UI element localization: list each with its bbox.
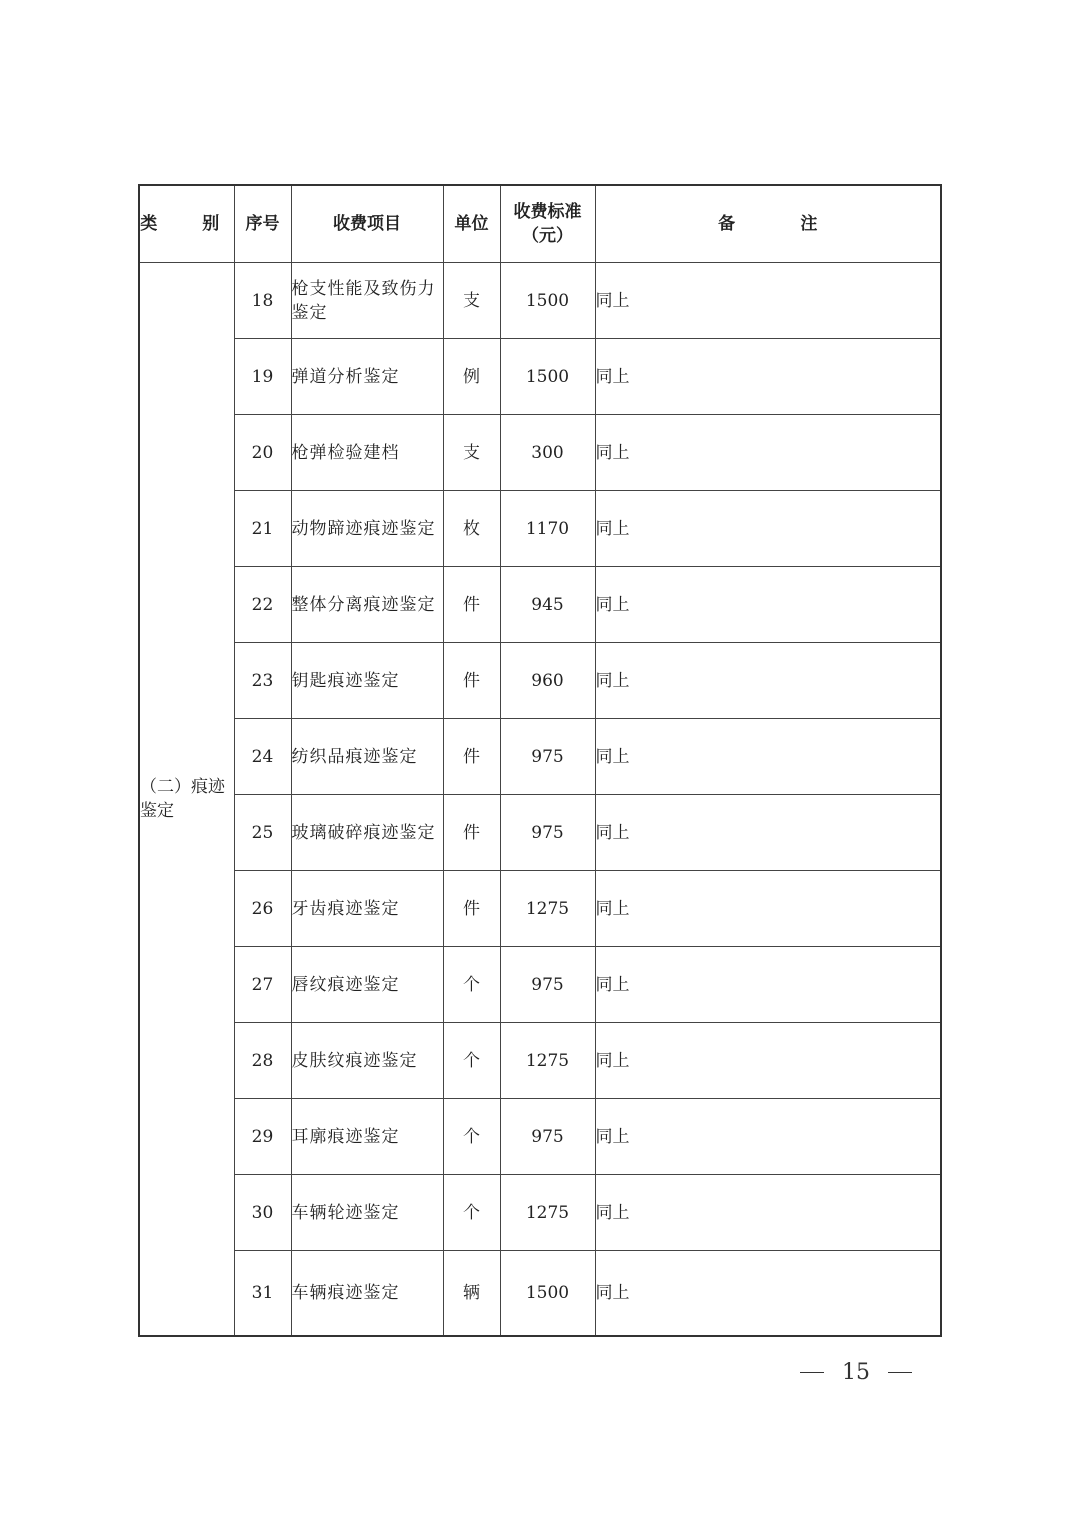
unit-cell: 枚: [443, 491, 500, 567]
table-row: [139, 415, 941, 491]
note-cell: 同上: [595, 871, 941, 947]
table-row: [139, 263, 941, 339]
item-cell: 车辆轮迹鉴定: [291, 1175, 443, 1251]
item-cell: 皮肤纹痕迹鉴定: [291, 1023, 443, 1099]
note-cell: 同上: [595, 263, 941, 339]
unit-cell: 例: [443, 339, 500, 415]
seq-cell: 27: [234, 947, 291, 1023]
table-row: [139, 719, 941, 795]
seq-cell: 23: [234, 643, 291, 719]
header-seq: 序号: [234, 185, 291, 263]
item-cell: 枪支性能及致伤力鉴定: [291, 263, 443, 339]
page-number: 15: [842, 1360, 870, 1385]
table-row: [139, 1099, 941, 1175]
unit-cell: 个: [443, 1175, 500, 1251]
item-cell: 唇纹痕迹鉴定: [291, 947, 443, 1023]
header-unit: 单位: [443, 185, 500, 263]
note-cell: 同上: [595, 1175, 941, 1251]
category-cell: （二）痕迹鉴定: [139, 263, 234, 1336]
item-cell: 牙齿痕迹鉴定: [291, 871, 443, 947]
seq-cell: 18: [234, 263, 291, 339]
price-cell: 975: [500, 719, 595, 795]
note-cell: 同上: [595, 1251, 941, 1336]
header-price-line2: （元）: [522, 226, 573, 246]
note-cell: 同上: [595, 947, 941, 1023]
price-cell: 945: [500, 567, 595, 643]
unit-cell: 辆: [443, 1251, 500, 1336]
price-cell: 300: [500, 415, 595, 491]
price-cell: 1500: [500, 339, 595, 415]
note-cell: 同上: [595, 643, 941, 719]
header-note-b: 注: [800, 214, 818, 234]
footer-dash-left: [800, 1372, 824, 1373]
unit-cell: 个: [443, 947, 500, 1023]
table-row: [139, 1023, 941, 1099]
page-footer: [800, 1360, 912, 1385]
seq-cell: 28: [234, 1023, 291, 1099]
header-row: [139, 185, 941, 263]
item-cell: 纺织品痕迹鉴定: [291, 719, 443, 795]
price-cell: 1500: [500, 1251, 595, 1336]
item-cell: 玻璃破碎痕迹鉴定: [291, 795, 443, 871]
item-cell: 动物蹄迹痕迹鉴定: [291, 491, 443, 567]
header-note-a: 备: [718, 214, 736, 234]
price-cell: 975: [500, 795, 595, 871]
unit-cell: 件: [443, 719, 500, 795]
item-cell: 整体分离痕迹鉴定: [291, 567, 443, 643]
price-cell: 960: [500, 643, 595, 719]
seq-cell: 30: [234, 1175, 291, 1251]
seq-cell: 31: [234, 1251, 291, 1336]
table-row: [139, 947, 941, 1023]
seq-cell: 25: [234, 795, 291, 871]
price-cell: 1275: [500, 1023, 595, 1099]
unit-cell: 件: [443, 795, 500, 871]
table-row: [139, 643, 941, 719]
unit-cell: 支: [443, 263, 500, 339]
seq-cell: 24: [234, 719, 291, 795]
price-cell: 975: [500, 947, 595, 1023]
price-cell: 1275: [500, 1175, 595, 1251]
item-cell: 弹道分析鉴定: [291, 339, 443, 415]
table-row: [139, 567, 941, 643]
note-cell: 同上: [595, 719, 941, 795]
table-row: [139, 795, 941, 871]
note-cell: 同上: [595, 1023, 941, 1099]
header-price: [500, 185, 595, 263]
price-cell: 1275: [500, 871, 595, 947]
price-cell: 975: [500, 1099, 595, 1175]
header-price-line1: 收费标准: [513, 202, 582, 222]
seq-cell: 29: [234, 1099, 291, 1175]
note-cell: 同上: [595, 491, 941, 567]
unit-cell: 个: [443, 1023, 500, 1099]
table-row: [139, 871, 941, 947]
item-cell: 耳廓痕迹鉴定: [291, 1099, 443, 1175]
seq-cell: 19: [234, 339, 291, 415]
note-cell: 同上: [595, 567, 941, 643]
table-row: [139, 339, 941, 415]
unit-cell: 件: [443, 567, 500, 643]
footer-dash-right: [888, 1372, 912, 1373]
seq-cell: 22: [234, 567, 291, 643]
item-cell: 车辆痕迹鉴定: [291, 1251, 443, 1336]
header-item: 收费项目: [291, 185, 443, 263]
unit-cell: 个: [443, 1099, 500, 1175]
note-cell: 同上: [595, 795, 941, 871]
price-cell: 1500: [500, 263, 595, 339]
note-cell: 同上: [595, 1099, 941, 1175]
item-cell: 钥匙痕迹鉴定: [291, 643, 443, 719]
header-category: 类 别: [139, 185, 234, 263]
fee-table: [138, 184, 942, 1337]
seq-cell: 26: [234, 871, 291, 947]
note-cell: 同上: [595, 339, 941, 415]
note-cell: 同上: [595, 415, 941, 491]
unit-cell: 件: [443, 643, 500, 719]
seq-cell: 20: [234, 415, 291, 491]
unit-cell: 件: [443, 871, 500, 947]
unit-cell: 支: [443, 415, 500, 491]
table-row: [139, 1175, 941, 1251]
item-cell: 枪弹检验建档: [291, 415, 443, 491]
header-note: [595, 185, 941, 263]
table-row: [139, 1251, 941, 1336]
table-row: [139, 491, 941, 567]
price-cell: 1170: [500, 491, 595, 567]
seq-cell: 21: [234, 491, 291, 567]
